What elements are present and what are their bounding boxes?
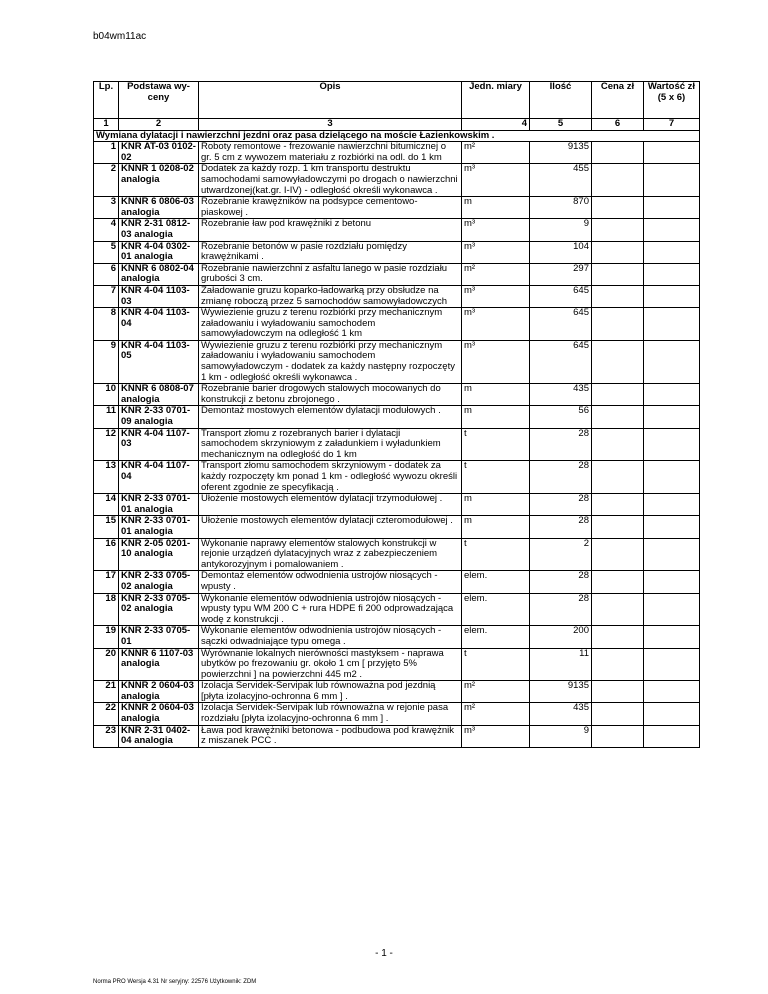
row-quantity: 9135 bbox=[530, 142, 592, 164]
row-basis: KNNR 1 0208-02 analogia bbox=[119, 164, 199, 197]
row-price bbox=[592, 648, 644, 681]
row-quantity: 2 bbox=[530, 538, 592, 571]
section-title-row bbox=[94, 130, 700, 142]
row-lp: 21 bbox=[94, 681, 119, 703]
header-basis: Podstawa wy-ceny bbox=[119, 82, 199, 119]
row-price bbox=[592, 725, 644, 747]
row-lp: 17 bbox=[94, 571, 119, 593]
row-value bbox=[644, 340, 700, 383]
row-basis: KNNR 6 0808-07 analogia bbox=[119, 384, 199, 406]
table-row bbox=[94, 626, 700, 648]
table-row bbox=[94, 571, 700, 593]
table-row bbox=[94, 340, 700, 383]
row-price bbox=[592, 340, 644, 383]
row-quantity: 28 bbox=[530, 428, 592, 461]
row-quantity: 9 bbox=[530, 219, 592, 241]
document-id: b04wm11ac bbox=[93, 31, 147, 42]
row-price bbox=[592, 219, 644, 241]
row-unit: m bbox=[462, 384, 530, 406]
row-unit: m bbox=[462, 516, 530, 538]
row-lp: 5 bbox=[94, 241, 119, 263]
row-value bbox=[644, 648, 700, 681]
row-unit: m³ bbox=[462, 285, 530, 307]
row-basis: KNR 2-33 0705-01 bbox=[119, 626, 199, 648]
row-value bbox=[644, 703, 700, 725]
row-unit: m³ bbox=[462, 308, 530, 341]
row-unit: elem. bbox=[462, 593, 530, 626]
row-quantity: 297 bbox=[530, 263, 592, 285]
row-description: Wykonanie elementów odwodnienia ustrojów niosących - wpusty typu WM 200 C + rura HDPE fi 200 odprowadzająca wodę z konstrukcji . bbox=[199, 593, 462, 626]
row-price bbox=[592, 681, 644, 703]
row-price bbox=[592, 516, 644, 538]
table-row bbox=[94, 197, 700, 219]
row-value bbox=[644, 241, 700, 263]
row-quantity: 870 bbox=[530, 197, 592, 219]
row-basis: KNR 4-04 1107-04 bbox=[119, 461, 199, 494]
colnum-5: 5 bbox=[530, 119, 592, 131]
row-description: Ława pod krawężniki betonowa - podbudowa pod krawężnik z miszanek PCC . bbox=[199, 725, 462, 747]
row-description: Roboty remontowe - frezowanie nawierzchni bitumicznej o gr. 5 cm z wywozem materiału z rozbiórki na odl. do 1 km bbox=[199, 142, 462, 164]
row-lp: 2 bbox=[94, 164, 119, 197]
table-row bbox=[94, 142, 700, 164]
row-price bbox=[592, 308, 644, 341]
row-basis: KNNR 6 0802-04 analogia bbox=[119, 263, 199, 285]
row-quantity: 9135 bbox=[530, 681, 592, 703]
table-row bbox=[94, 494, 700, 516]
row-price bbox=[592, 626, 644, 648]
row-lp: 11 bbox=[94, 406, 119, 428]
row-quantity: 28 bbox=[530, 516, 592, 538]
row-price bbox=[592, 384, 644, 406]
row-basis: KNR 4-04 1103-05 bbox=[119, 340, 199, 383]
row-unit: t bbox=[462, 428, 530, 461]
row-unit: m³ bbox=[462, 241, 530, 263]
table-row bbox=[94, 516, 700, 538]
row-value bbox=[644, 219, 700, 241]
row-quantity: 645 bbox=[530, 285, 592, 307]
row-quantity: 56 bbox=[530, 406, 592, 428]
row-value bbox=[644, 308, 700, 341]
row-lp: 6 bbox=[94, 263, 119, 285]
row-basis: KNNR 2 0604-03 analogia bbox=[119, 703, 199, 725]
row-basis: KNR 4-04 1107-03 bbox=[119, 428, 199, 461]
row-unit: m³ bbox=[462, 164, 530, 197]
row-basis: KNR 2-33 0701-01 analogia bbox=[119, 516, 199, 538]
row-value bbox=[644, 164, 700, 197]
row-basis: KNR 2-33 0701-09 analogia bbox=[119, 406, 199, 428]
row-basis: KNNR 6 0806-03 analogia bbox=[119, 197, 199, 219]
colnum-7: 7 bbox=[644, 119, 700, 131]
row-lp: 18 bbox=[94, 593, 119, 626]
row-quantity: 455 bbox=[530, 164, 592, 197]
row-lp: 15 bbox=[94, 516, 119, 538]
row-basis: KNR 2-33 0705-02 analogia bbox=[119, 593, 199, 626]
row-value bbox=[644, 197, 700, 219]
row-price bbox=[592, 703, 644, 725]
row-lp: 8 bbox=[94, 308, 119, 341]
row-unit: elem. bbox=[462, 571, 530, 593]
row-lp: 1 bbox=[94, 142, 119, 164]
section-title: Wymiana dylatacji i nawierzchni jezdni oraz pasa dzielącego na moście Łazienkowskim . bbox=[94, 130, 700, 142]
row-description: Wywiezienie gruzu z terenu rozbiórki przy mechanicznym załadowaniu i wyładowaniu samochodem samowyładowczym - dodatek za każdy następny rozpoczęty 1 km - odległość określi wykonawca . bbox=[199, 340, 462, 383]
row-description: Rozebranie betonów w pasie rozdziału pomiędzy krawężnikami . bbox=[199, 241, 462, 263]
row-unit: m³ bbox=[462, 340, 530, 383]
table-row bbox=[94, 241, 700, 263]
row-basis: KNR 4-04 0302-01 analogia bbox=[119, 241, 199, 263]
row-price bbox=[592, 241, 644, 263]
software-footer: Norma PRO Wersja 4.31 Nr seryjny: 22576 Użytkownik: ZDM bbox=[93, 979, 257, 985]
row-quantity: 104 bbox=[530, 241, 592, 263]
row-price bbox=[592, 197, 644, 219]
header-value: Wartość zł (5 x 6) bbox=[644, 82, 700, 119]
row-unit: m² bbox=[462, 681, 530, 703]
row-lp: 10 bbox=[94, 384, 119, 406]
row-value bbox=[644, 626, 700, 648]
row-price bbox=[592, 461, 644, 494]
row-value bbox=[644, 538, 700, 571]
row-lp: 3 bbox=[94, 197, 119, 219]
row-price bbox=[592, 263, 644, 285]
row-unit: m² bbox=[462, 263, 530, 285]
row-description: Transport złomu z rozebranych barier i dylatacji samochodem skrzyniowym z załadunkiem i wyładunkiem mechanicznym na odległość do 1 km bbox=[199, 428, 462, 461]
row-description: Ułożenie mostowych elementów dylatacji czteromodułowej . bbox=[199, 516, 462, 538]
cost-estimate-table bbox=[93, 81, 700, 748]
header-row bbox=[94, 82, 700, 119]
row-basis: KNR 2-33 0701-01 analogia bbox=[119, 494, 199, 516]
row-unit: m bbox=[462, 406, 530, 428]
row-value bbox=[644, 725, 700, 747]
row-basis: KNR 4-04 1103-04 bbox=[119, 308, 199, 341]
row-price bbox=[592, 571, 644, 593]
colnum-4: 4 bbox=[462, 119, 530, 131]
row-basis: KNR 2-31 0812-03 analogia bbox=[119, 219, 199, 241]
table-row bbox=[94, 285, 700, 307]
row-price bbox=[592, 406, 644, 428]
row-unit: m² bbox=[462, 142, 530, 164]
colnum-2: 2 bbox=[119, 119, 199, 131]
row-value bbox=[644, 494, 700, 516]
row-unit: m³ bbox=[462, 219, 530, 241]
header-price: Cena zł bbox=[592, 82, 644, 119]
row-description: Dodatek za każdy rozp. 1 km transportu destruktu samochodami samowyładowczymi po drogach o nawierzchni utwardzonej(kat.gr. I-IV) - odległość określi wykonawca . bbox=[199, 164, 462, 197]
row-unit: t bbox=[462, 648, 530, 681]
table-row bbox=[94, 164, 700, 197]
row-value bbox=[644, 285, 700, 307]
table-row bbox=[94, 648, 700, 681]
table-row bbox=[94, 428, 700, 461]
row-quantity: 435 bbox=[530, 384, 592, 406]
row-description: Wykonanie elementów odwodnienia ustrojów niosących - sączki odwadniające typu omega . bbox=[199, 626, 462, 648]
row-price bbox=[592, 285, 644, 307]
row-description: Rozebranie krawężników na podsypce cementowo-piaskowej . bbox=[199, 197, 462, 219]
colnum-6: 6 bbox=[592, 119, 644, 131]
row-quantity: 28 bbox=[530, 571, 592, 593]
table-row bbox=[94, 406, 700, 428]
row-description: Demontaż elementów odwodnienia ustrojów niosących - wpusty . bbox=[199, 571, 462, 593]
row-unit: m² bbox=[462, 703, 530, 725]
row-quantity: 9 bbox=[530, 725, 592, 747]
row-lp: 20 bbox=[94, 648, 119, 681]
row-lp: 9 bbox=[94, 340, 119, 383]
row-lp: 22 bbox=[94, 703, 119, 725]
row-description: Izolacja Servidek-Servipak lub równoważna w rejonie pasa rozdziału [płyta izolacyjno-ochronna 6 mm ] . bbox=[199, 703, 462, 725]
row-quantity: 11 bbox=[530, 648, 592, 681]
row-quantity: 28 bbox=[530, 461, 592, 494]
header-unit: Jedn. miary bbox=[462, 82, 530, 119]
table-row bbox=[94, 384, 700, 406]
row-price bbox=[592, 538, 644, 571]
row-lp: 23 bbox=[94, 725, 119, 747]
row-lp: 19 bbox=[94, 626, 119, 648]
table-row bbox=[94, 681, 700, 703]
row-basis: KNR AT-03 0102-02 bbox=[119, 142, 199, 164]
row-value bbox=[644, 142, 700, 164]
table-row bbox=[94, 308, 700, 341]
row-basis: KNNR 6 1107-03 analogia bbox=[119, 648, 199, 681]
row-value bbox=[644, 406, 700, 428]
header-quantity: Ilość bbox=[530, 82, 592, 119]
row-unit: t bbox=[462, 461, 530, 494]
row-value bbox=[644, 428, 700, 461]
row-quantity: 645 bbox=[530, 340, 592, 383]
table-row bbox=[94, 219, 700, 241]
row-description: Wykonanie naprawy elementów stalowych konstrukcji w rejonie urządzeń dylatacyjnych wraz z zabezpieczeniem antykorozyjnym i pomalowaniem . bbox=[199, 538, 462, 571]
table-row bbox=[94, 703, 700, 725]
row-unit: m³ bbox=[462, 725, 530, 747]
row-lp: 13 bbox=[94, 461, 119, 494]
row-description: Demontaż mostowych elementów dylatacji modułowych . bbox=[199, 406, 462, 428]
row-price bbox=[592, 428, 644, 461]
table-row bbox=[94, 593, 700, 626]
page-number: - 1 - bbox=[375, 948, 393, 959]
row-quantity: 645 bbox=[530, 308, 592, 341]
table-row bbox=[94, 725, 700, 747]
row-lp: 4 bbox=[94, 219, 119, 241]
row-price bbox=[592, 164, 644, 197]
row-lp: 14 bbox=[94, 494, 119, 516]
row-unit: t bbox=[462, 538, 530, 571]
row-description: Rozebranie ław pod krawężniki z betonu bbox=[199, 219, 462, 241]
row-price bbox=[592, 593, 644, 626]
row-description: Izolacja Servidek-Servipak lub równoważna pod jezdnią [płyta izolacyjno-ochronna 6 mm ] . bbox=[199, 681, 462, 703]
row-value bbox=[644, 593, 700, 626]
row-basis: KNNR 2 0604-03 analogia bbox=[119, 681, 199, 703]
row-price bbox=[592, 494, 644, 516]
row-basis: KNR 4-04 1103-03 bbox=[119, 285, 199, 307]
row-description: Załadowanie gruzu koparko-ładowarką przy obsłudze na zmianę roboczą przez 5 samochodów samowyładowczych bbox=[199, 285, 462, 307]
row-basis: KNR 2-33 0705-02 analogia bbox=[119, 571, 199, 593]
row-value bbox=[644, 571, 700, 593]
column-number-row bbox=[94, 119, 700, 131]
header-lp: Lp. bbox=[94, 82, 119, 119]
row-description: Rozebranie nawierzchni z asfaltu lanego w pasie rozdziału grubości 3 cm. bbox=[199, 263, 462, 285]
row-lp: 12 bbox=[94, 428, 119, 461]
row-value bbox=[644, 681, 700, 703]
table-row bbox=[94, 461, 700, 494]
row-lp: 16 bbox=[94, 538, 119, 571]
row-basis: KNR 2-05 0201-10 analogia bbox=[119, 538, 199, 571]
row-basis: KNR 2-31 0402-04 analogia bbox=[119, 725, 199, 747]
header-description: Opis bbox=[199, 82, 462, 119]
row-quantity: 28 bbox=[530, 593, 592, 626]
table-row bbox=[94, 538, 700, 571]
row-value bbox=[644, 461, 700, 494]
row-quantity: 28 bbox=[530, 494, 592, 516]
row-description: Ułożenie mostowych elementów dylatacji trzymodułowej . bbox=[199, 494, 462, 516]
colnum-1: 1 bbox=[94, 119, 119, 131]
row-description: Wywiezienie gruzu z terenu rozbiórki przy mechanicznym załadowaniu i wyładowaniu samochodem samowyładowczym na odległość 1 km bbox=[199, 308, 462, 341]
row-lp: 7 bbox=[94, 285, 119, 307]
row-description: Rozebranie barier drogowych stalowych mocowanych do konstrukcji z betonu zbrojonego . bbox=[199, 384, 462, 406]
row-value bbox=[644, 384, 700, 406]
row-description: Wyrównanie lokalnych nierówności mastyksem - naprawa ubytków po frezowaniu gr. około 1 cm [ przyjęto 5% powierzchni ] na powierzchni 445 m2 . bbox=[199, 648, 462, 681]
row-description: Transport złomu samochodem skrzyniowym - dodatek za każdy rozpoczęty km ponad 1 km - odległość wywozu określi oferent zgodnie ze specyfikacją . bbox=[199, 461, 462, 494]
row-quantity: 200 bbox=[530, 626, 592, 648]
row-quantity: 435 bbox=[530, 703, 592, 725]
row-unit: m bbox=[462, 197, 530, 219]
row-value bbox=[644, 516, 700, 538]
row-unit: elem. bbox=[462, 626, 530, 648]
row-unit: m bbox=[462, 494, 530, 516]
row-price bbox=[592, 142, 644, 164]
row-value bbox=[644, 263, 700, 285]
table-row bbox=[94, 263, 700, 285]
colnum-3: 3 bbox=[199, 119, 462, 131]
